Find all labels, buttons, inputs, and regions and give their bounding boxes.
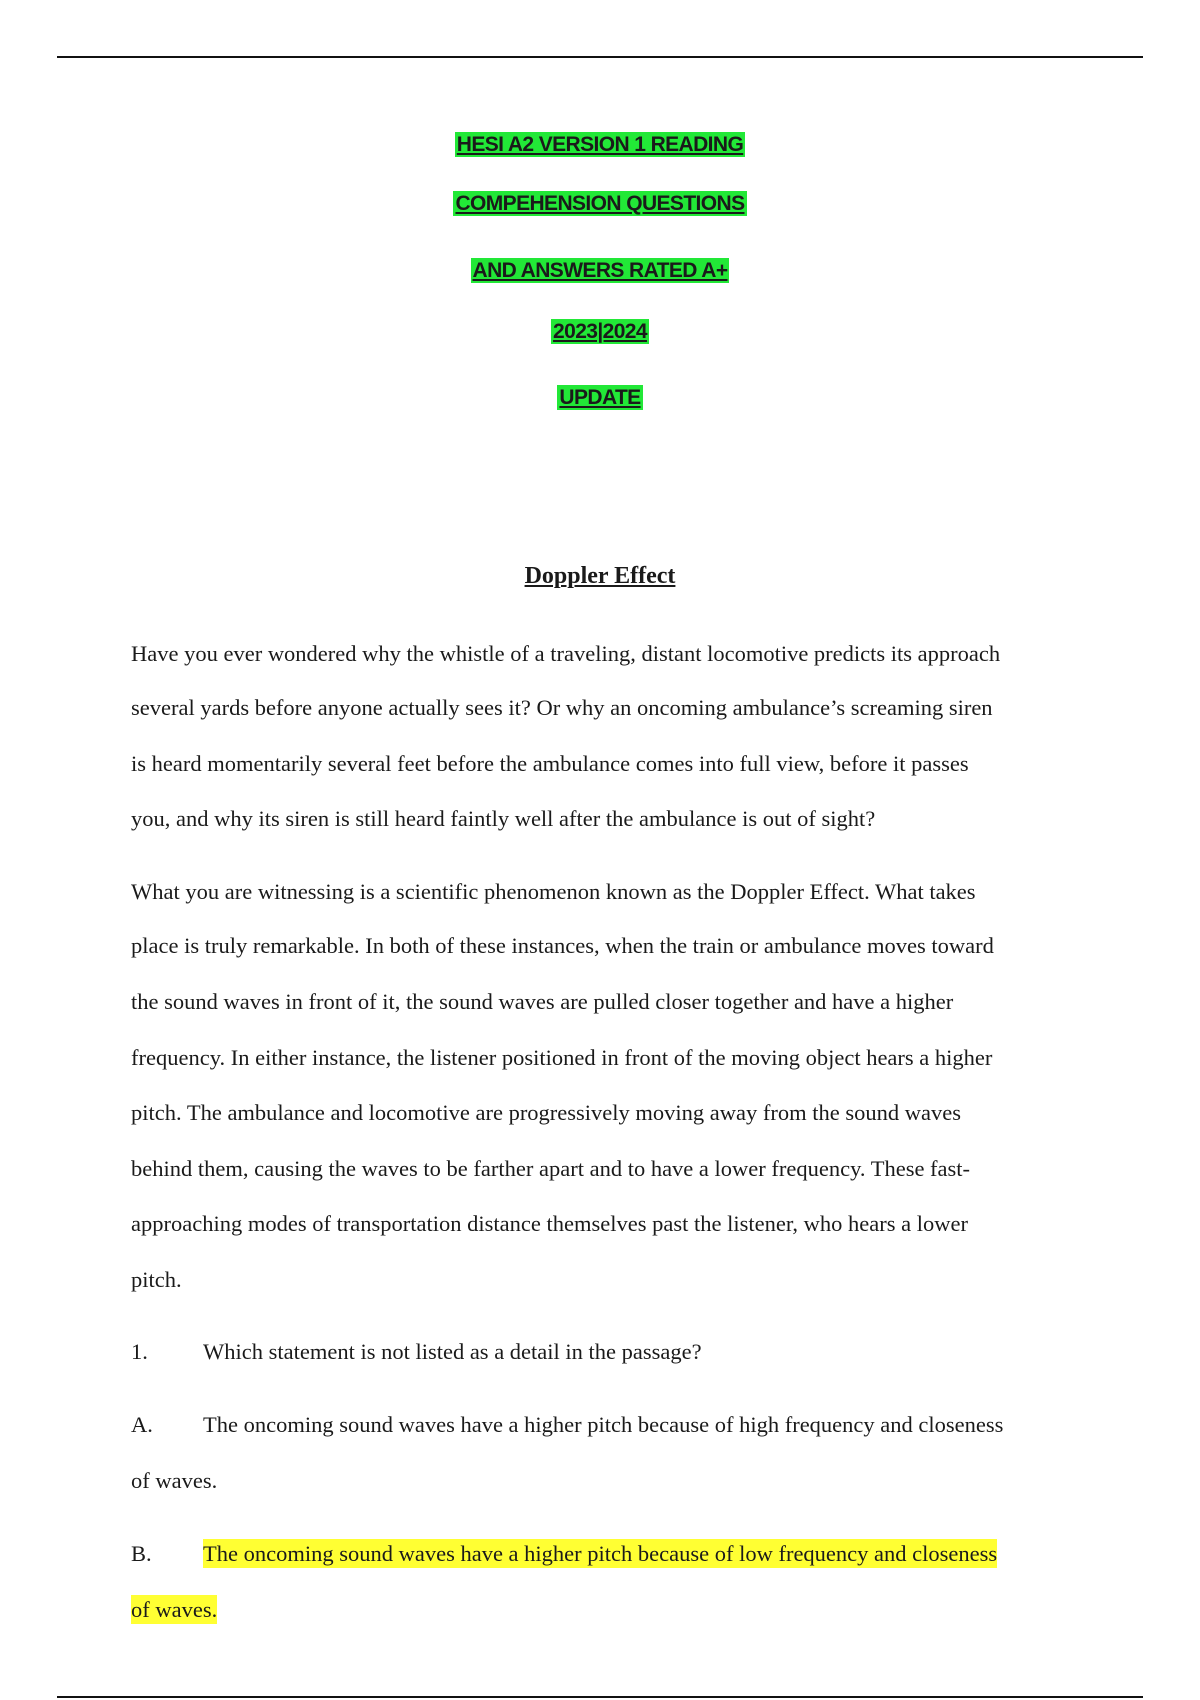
option-b-letter: B.	[131, 1541, 152, 1566]
question-text: Which statement is not listed as a detail in the passage?	[203, 1339, 702, 1364]
option-b-highlight-continued: of waves.	[131, 1597, 218, 1622]
title-line-4: 2023|2024	[553, 320, 647, 343]
paragraph2-line: What you are witnessing is a scientific phenomenon known as the Doppler Effect. What takes	[131, 879, 976, 904]
paragraph2-line: frequency. In either instance, the listener positioned in front of the moving object hears a higher	[131, 1045, 993, 1070]
option-a-text-continued: of waves.	[131, 1468, 218, 1493]
title-line-5: UPDATE	[559, 386, 641, 409]
option-a-text: The oncoming sound waves have a higher pitch because of high frequency and closeness	[203, 1412, 1004, 1437]
option-b-highlight: The oncoming sound waves have a higher pitch because of low frequency and closeness	[203, 1541, 998, 1566]
title-line-2: COMPEHENSION QUESTIONS	[455, 192, 745, 215]
paragraph2-line: approaching modes of transportation distance themselves past the listener, who hears a lower	[131, 1211, 968, 1236]
paragraph2-line: pitch. The ambulance and locomotive are progressively moving away from the sound waves	[131, 1100, 961, 1125]
paragraph2-line: behind them, causing the waves to be farther apart and to have a lower frequency. These fast-	[131, 1156, 971, 1181]
option-b-text-continued	[131, 1599, 217, 1622]
paragraph1-line: you, and why its siren is still heard faintly well after the ambulance is out of sight?	[131, 806, 876, 831]
paragraph2-line: pitch.	[131, 1267, 182, 1292]
title-line-1: HESI A2 VERSION 1 READING	[456, 133, 744, 156]
question-number: 1.	[131, 1339, 148, 1364]
paragraph1-line: is heard momentarily several feet before the ambulance comes into full view, before it passes	[131, 751, 969, 776]
title-line-3: AND ANSWERS RATED A+	[472, 259, 728, 282]
paragraph1-line: Have you ever wondered why the whistle of a traveling, distant locomotive predicts its approach	[131, 641, 1001, 666]
paragraph2-line: place is truly remarkable. In both of these instances, when the train or ambulance moves toward	[131, 933, 994, 958]
top-rule	[57, 56, 1143, 58]
passage-heading: Doppler Effect	[524, 563, 676, 589]
bottom-rule	[57, 1696, 1143, 1698]
option-b-text	[203, 1543, 997, 1566]
paragraph2-line: the sound waves in front of it, the sound waves are pulled closer together and have a higher	[131, 989, 954, 1014]
paragraph1-line: several yards before anyone actually sees it? Or why an oncoming ambulance’s screaming siren	[131, 695, 993, 720]
option-a-letter: A.	[131, 1412, 153, 1437]
